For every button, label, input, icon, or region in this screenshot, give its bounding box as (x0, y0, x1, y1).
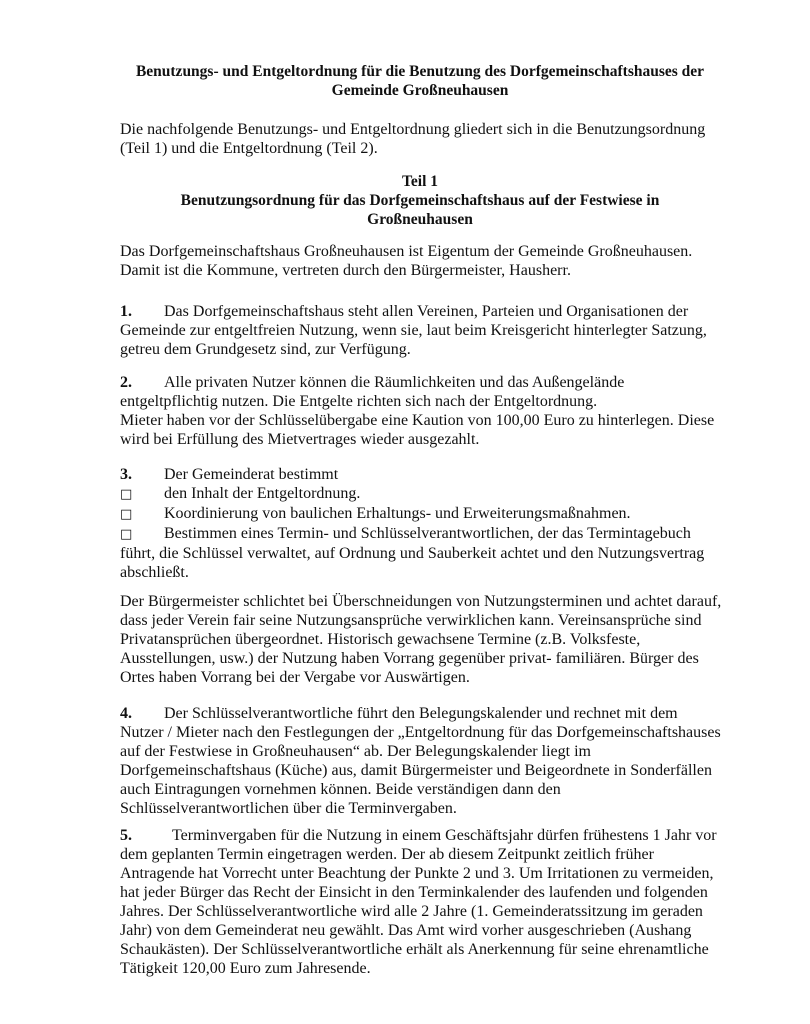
clause-2 (120, 373, 720, 449)
list-item-text: Koordinierung von baulichen Erhaltungs- und Erweiterungsmaßnahmen. (164, 505, 631, 522)
paragraph-line: auf der Festwiese in Großneuhausen“ ab. Der Belegungskalender liegt im (120, 743, 591, 760)
paragraph-line: Alle privaten Nutzer können die Räumlichkeiten und das Außengelände (164, 374, 625, 391)
clause-number: 1. (120, 303, 132, 320)
intro-paragraph (120, 120, 720, 158)
paragraph-line: Gemeinde zur entgeltfreien Nutzung, wenn sie, laut beim Kreisgericht hinterlegter Satzung, (120, 322, 707, 339)
section-heading-teil-1 (100, 172, 740, 229)
section-label: Teil 1 (401, 173, 439, 190)
paragraph-line: abschließt. (120, 564, 189, 581)
list-item-text: Bestimmen eines Termin- und Schlüsselverantwortlichen, der das Termintagebuch (164, 525, 691, 542)
paragraph-line: auch Eintragungen vornehmen können. Beide verständigen dann den (120, 781, 561, 798)
list-item-text: den Inhalt der Entgeltordnung. (164, 485, 361, 502)
paragraph-line: Terminvergaben für die Nutzung in einem Geschäftsjahr dürfen frühestens 1 Jahr vor (172, 827, 717, 844)
checkbox-bullet-icon: □ (120, 527, 133, 542)
clause-number: 5. (120, 827, 132, 844)
paragraph-line: Jahr) von dem Gemeinderat neu gewählt. Das Amt wird vorher ausgeschrieben (Aushang (120, 922, 692, 939)
clause-1 (120, 302, 720, 359)
paragraph-line: Antragende hat Vorrecht unter Beachtung der Punkte 2 und 3. Um Irritationen zu vermeiden, (120, 865, 714, 882)
document-title-line: Benutzungs- und Entgeltordnung für die Benutzung des Dorfgemeinschaftshauses der (135, 63, 705, 80)
ownership-paragraph (120, 242, 720, 280)
clause-3 (120, 465, 720, 582)
paragraph-line: Damit ist die Kommune, vertreten durch den Bürgermeister, Hausherr. (120, 262, 571, 279)
paragraph-line: Der Bürgermeister schlichtet bei Überschneidungen von Nutzungsterminen und achtet darauf, (120, 593, 722, 610)
mayor-paragraph (120, 592, 720, 687)
paragraph-line: Ortes haben Vorrang bei der Vergabe vor Auswärtigen. (120, 669, 470, 686)
paragraph-line: führt, die Schlüssel verwaltet, auf Ordnung und Sauberkeit achtet und den Nutzungsvertrag (120, 545, 705, 562)
paragraph-line: Die nachfolgende Benutzungs- und Entgeltordnung gliedert sich in die Benutzungsordnung (120, 121, 706, 138)
paragraph-line: Das Dorfgemeinschaftshaus steht allen Vereinen, Parteien und Organisationen der (164, 303, 689, 320)
paragraph-line: Der Gemeinderat bestimmt (164, 466, 339, 483)
paragraph-line: Mieter haben vor der Schlüsselübergabe eine Kaution von 100,00 Euro zu hinterlegen. Diese (120, 412, 715, 429)
section-title-line: Benutzungsordnung für das Dorfgemeinschaftshaus auf der Festwiese in (180, 192, 660, 209)
paragraph-line: Schaukästen). Der Schlüsselverantwortliche erhält als Anerkennung für seine ehrenamtliche (120, 941, 709, 958)
checkbox-bullet-icon: □ (120, 507, 133, 522)
list-item (120, 524, 720, 544)
clause-4 (120, 704, 720, 818)
list-item (120, 484, 720, 504)
paragraph-line: getreu dem Grundgesetz sind, zur Verfügung. (120, 341, 411, 358)
paragraph-line: Der Schlüsselverantwortliche führt den Belegungskalender und rechnet mit dem (164, 705, 678, 722)
paragraph-line: Das Dorfgemeinschaftshaus Großneuhausen ist Eigentum der Gemeinde Großneuhausen. (120, 243, 693, 260)
paragraph-line: wird bei Erfüllung des Mietvertrages wieder ausgezahlt. (120, 431, 480, 448)
clause-number: 2. (120, 374, 132, 391)
paragraph-line: dem geplanten Termin eingetragen werden. Der ab diesem Zeitpunkt zeitlich früher (120, 846, 654, 863)
clause-5 (120, 826, 720, 978)
paragraph-line: Tätigkeit 120,00 Euro zum Jahresende. (120, 960, 371, 977)
paragraph-line: hat jeder Bürger das Recht der Einsicht in den Terminkalender des laufenden und folgenden (120, 884, 708, 901)
paragraph-line: entgeltpflichtig nutzen. Die Entgelte richten sich nach der Entgeltordnung. (120, 393, 598, 410)
paragraph-line: Dorfgemeinschaftshaus (Küche) aus, damit Bürgermeister und Beigeordnete in Sonderfällen (120, 762, 712, 779)
paragraph-line: Nutzer / Mieter nach den Festlegungen der „Entgeltordnung für das Dorfgemeinschaftshauses (120, 724, 721, 741)
paragraph-line: Ausstellungen, usw.) der Nutzung haben Vorrang gegenüber privat- familiären. Bürger des (120, 650, 699, 667)
clause-number: 3. (120, 466, 132, 483)
paragraph-line: (Teil 1) und die Entgeltordnung (Teil 2). (120, 140, 378, 157)
checkbox-bullet-icon: □ (120, 487, 133, 502)
section-title-line: Großneuhausen (367, 211, 473, 228)
paragraph-line: Jahres. Der Schlüsselverantwortliche wird alle 2 Jahre (1. Gemeinderatssitzung im geraden (120, 903, 703, 920)
paragraph-line: Privatansprüchen übergeordnet. Historisch gewachsene Termine (z.B. Volksfeste, (120, 631, 641, 648)
list-item (120, 504, 720, 524)
paragraph-line: Schlüsselverantwortlichen über die Terminvergaben. (120, 800, 457, 817)
document-title (100, 62, 740, 100)
document-title-line: Gemeinde Großneuhausen (331, 82, 509, 99)
clause-number: 4. (120, 705, 132, 722)
paragraph-line: dass jeder Verein fair seine Nutzungsansprüche verwirklichen kann. Vereinsansprüche sind (120, 612, 702, 629)
